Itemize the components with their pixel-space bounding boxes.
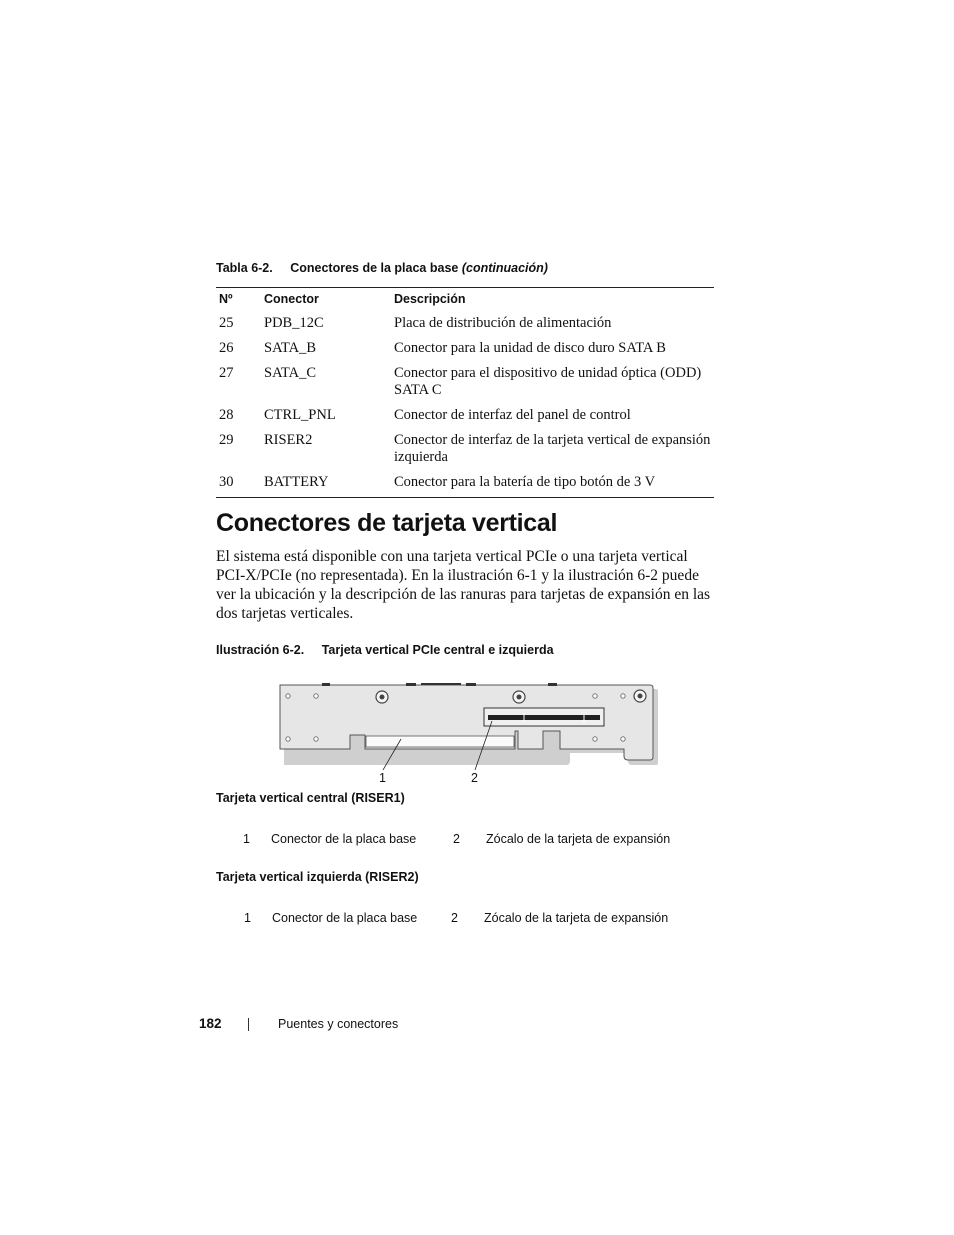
riser1-item-2-label: Zócalo de la tarjeta de expansión [486,832,671,846]
table-row [216,336,714,361]
callout-1: 1 [379,771,386,785]
row-description: Conector de interfaz de la tarjeta vertical de expansión izquierda [394,432,711,465]
riser2-item-2-label: Zócalo de la tarjeta de expansión [484,911,669,925]
row-description: Placa de distribución de alimentación [394,315,612,331]
mounting-hole [621,694,625,698]
row-number: 30 [216,470,264,498]
row-description: Conector para la batería de tipo botón de 3 V [394,470,714,498]
screw-center [380,695,385,700]
riser2-item-1-label: Conector de la placa base [272,911,418,925]
riser2-item-2-number: 2 [451,911,458,925]
row-connector: BATTERY [264,470,394,498]
row-number: 25 [219,315,234,331]
row-description: Conector para el dispositivo de unidad óptica (ODD) SATA C [394,365,702,398]
screw-center [638,694,643,699]
riser1-item-1-number: 1 [243,832,250,846]
row-description: Conector para la unidad de disco duro SATA B [394,340,666,356]
column-header-number: Nº [216,288,264,312]
table-row [216,361,714,403]
connector-table [216,287,714,498]
callout-2: 2 [471,771,478,785]
board-clip [466,683,476,686]
riser-card-illustration [270,675,660,770]
table-caption-title: Conectores de la placa base [290,261,459,275]
row-connector: SATA_C [264,365,317,381]
page-number: 182 [199,1016,222,1031]
table-row [216,428,714,470]
mounting-hole [314,694,318,698]
footer-chapter-title: Puentes y conectores [278,1017,399,1031]
riser1-item-2-number: 2 [453,832,460,846]
mounting-hole [286,737,290,741]
row-connector: CTRL_PNL [264,407,336,423]
row-description: Conector de interfaz del panel de control [394,407,631,423]
figure-caption [216,643,554,657]
section-paragraph: El sistema está disponible con una tarjeta vertical PCIe o una tarjeta vertical PCI-X/PCIe (no representada). En la ilustración 6-1 y la ilustración 6-2 puede ver la ubicación y la descripción de las ranuras para tarjetas de expansión en las dos tarjetas verticales. [216,548,711,622]
mounting-hole [286,694,290,698]
board-edge-connector [366,736,514,747]
footer-separator [248,1018,249,1031]
expansion-slot-contacts [488,715,600,720]
table-caption [216,261,548,275]
riser2-item-1-number: 1 [244,911,251,925]
mounting-hole [621,737,625,741]
row-number: 29 [219,432,234,448]
screw-center [517,695,522,700]
table-header-row [216,288,714,312]
table-caption-number: Tabla 6-2. [216,261,273,275]
table-row [216,403,714,428]
row-connector: PDB_12C [264,315,324,331]
figure-caption-number: Ilustración 6-2. [216,643,305,657]
board-clip [421,683,461,685]
row-number: 28 [219,407,234,423]
board-clip [322,683,330,686]
section-heading: Conectores de tarjeta vertical [216,509,558,537]
mounting-hole [593,737,597,741]
riser1-heading: Tarjeta vertical central (RISER1) [216,791,405,805]
column-header-description: Descripción [394,288,714,312]
row-number: 26 [219,340,234,356]
board-clip [548,683,557,686]
mounting-hole [314,737,318,741]
row-connector: SATA_B [264,340,317,356]
row-connector: RISER2 [264,432,313,448]
figure-caption-title: Tarjeta vertical PCIe central e izquierda [321,643,554,657]
table-row [216,311,714,336]
row-number: 27 [219,365,234,381]
board-clip [406,683,416,686]
table-row [216,470,714,498]
column-header-connector: Conector [264,288,394,312]
riser1-item-1-label: Conector de la placa base [271,832,417,846]
table-caption-suffix: (continuación) [461,261,548,275]
riser2-heading: Tarjeta vertical izquierda (RISER2) [216,870,419,884]
mounting-hole [593,694,597,698]
